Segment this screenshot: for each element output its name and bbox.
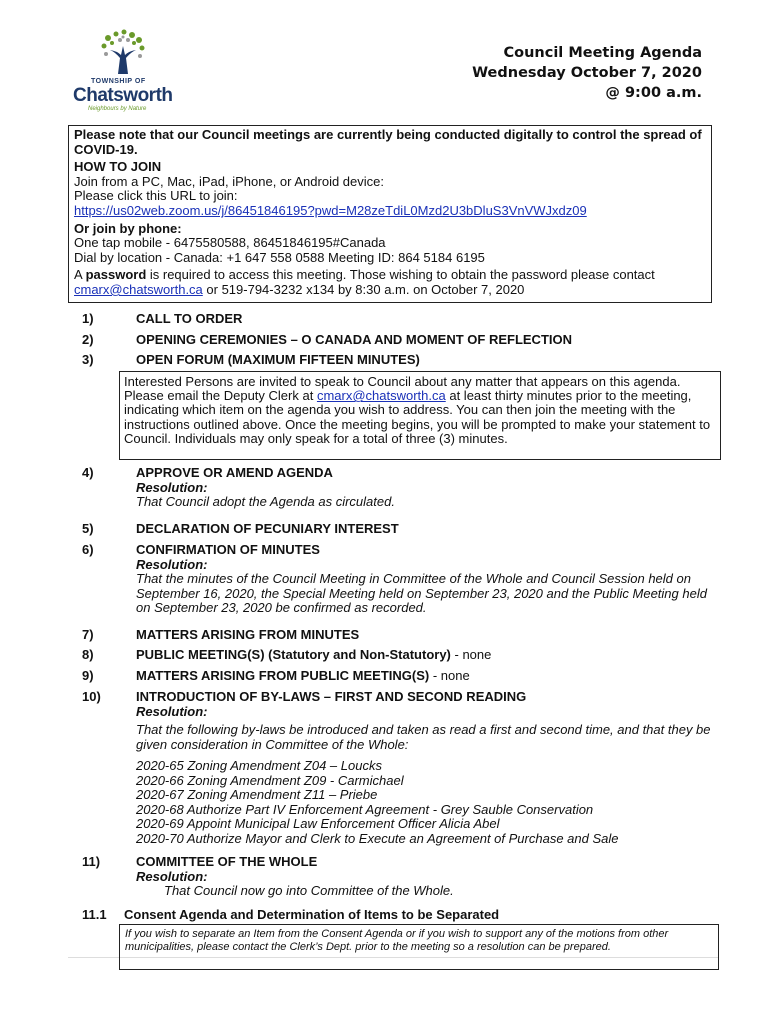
item-number: 1) — [82, 311, 94, 326]
agenda-item-1 — [82, 312, 722, 327]
item-number: 9) — [82, 668, 94, 683]
open-forum-text-b: at least thirty minutes prior to the meeting, indicating which item on the agenda you wish to address. You can then join the meeting with the instructions outlined above. Once the meeting begins, you will be prompted to make your statement to Council. Individuals may only speak for a total of three (3) minutes. — [124, 388, 711, 446]
resolution-text: That Council adopt the Agenda as circulated. — [136, 494, 395, 509]
logo-tagline: Neighbours by Nature — [88, 106, 147, 112]
agenda-header — [472, 43, 702, 103]
agenda-item-7 — [82, 628, 722, 643]
agenda-item-8 — [82, 648, 722, 663]
item-title: MATTERS ARISING FROM MINUTES — [136, 627, 360, 642]
how-to-join-heading: HOW TO JOIN — [74, 159, 162, 175]
item-title: OPENING CEREMONIES – O CANADA AND MOMENT OF REFLECTION — [136, 332, 572, 347]
item-suffix: - none — [450, 647, 492, 662]
item-title: Consent Agenda and Determination of Items to be Separated — [124, 907, 500, 922]
consent-agenda-box: If you wish to separate an Item from the Consent Agenda or if you wish to support any of the motions from other municipalities, please contact the Clerk’s Dept. prior to the meeting so a resolution can be prepared. — [119, 924, 719, 970]
bylaw-list — [136, 759, 722, 846]
item-title: INTRODUCTION OF BY-LAWS – FIRST AND SECOND READING — [136, 689, 527, 704]
phone-dial: Dial by location - Canada: +1 647 558 0588 Meeting ID: 864 5184 6195 — [74, 249, 485, 265]
bylaw-item: 2020-66 Zoning Amendment Z09 - Carmichael — [136, 772, 404, 788]
bylaw-item: 2020-69 Appoint Municipal Law Enforcement Officer Alicia Abel — [136, 816, 500, 831]
item-number: 8) — [82, 647, 94, 662]
item-number: 5) — [82, 521, 94, 536]
township-logo — [70, 28, 182, 112]
agenda-item-5 — [82, 522, 722, 537]
bylaw-item: 2020-70 Authorize Mayor and Clerk to Execute an Agreement of Purchase and Sale — [136, 830, 619, 846]
agenda-item-2 — [82, 333, 722, 348]
item-title: OPEN FORUM (MAXIMUM FIFTEEN MINUTES) — [136, 352, 420, 367]
item-suffix: - none — [429, 668, 470, 683]
logo-name: Chatsworth — [73, 85, 173, 106]
item-title: DECLARATION OF PECUNIARY INTEREST — [136, 521, 399, 536]
agenda-item-6 — [82, 543, 722, 616]
resolution-text: That the minutes of the Council Meeting in Committee of the Whole and Council Session held on September 16, 2020, the Special Meeting held on September 23, 2020 and the Public Meeting held on September 23, 2020 be confirmed as recorded. — [136, 571, 707, 615]
resolution-label: Resolution: — [136, 479, 208, 495]
agenda-item-3 — [82, 353, 722, 368]
resolution-label: Resolution: — [136, 556, 208, 572]
resolution-label: Resolution: — [136, 703, 208, 719]
password-note-b: is required to access this meeting. Those wishing to obtain the password please contact — [146, 267, 655, 283]
join-url-text: Please click this URL to join: — [74, 188, 238, 204]
resolution-label: Resolution: — [136, 868, 208, 884]
resolution-text: That the following by-laws be introduced and taken as read a first and second time, and that they be given consideration in Committee of the Whole: — [136, 722, 711, 752]
item-number: 3) — [82, 352, 94, 367]
notice-intro: Please note that our Council meetings are currently being conducted digitally to control the spread of COVID-19. — [74, 127, 702, 157]
item-number: 4) — [82, 465, 94, 480]
join-device-text: Join from a PC, Mac, iPad, iPhone, or Android device: — [74, 173, 384, 189]
item-number: 11.1 — [82, 907, 107, 922]
item-number: 6) — [82, 542, 94, 557]
zoom-link[interactable]: https://us02web.zoom.us/j/86451846195?pwd=M28zeTdiL0Mzd2U3bDluS3VnVWJxdz09 — [74, 202, 587, 218]
tree-icon — [96, 28, 150, 76]
resolution-text: That Council now go into Committee of the Whole. — [164, 883, 454, 898]
agenda-item-11 — [82, 855, 722, 899]
agenda-item-9 — [82, 669, 722, 684]
password-note-a: A — [74, 267, 86, 283]
agenda-title: Council Meeting Agenda — [503, 45, 702, 61]
agenda-item-4 — [82, 466, 722, 510]
item-title: COMMITTEE OF THE WHOLE — [136, 854, 318, 869]
item-number: 7) — [82, 627, 94, 642]
password-note — [74, 268, 706, 297]
item-number: 10) — [82, 689, 101, 704]
agenda-date: Wednesday October 7, 2020 — [472, 65, 702, 81]
item-title: APPROVE OR AMEND AGENDA — [136, 465, 333, 480]
phone-mobile: One tap mobile - 6475580588, 86451846195#Canada — [74, 235, 386, 251]
item-title: CONFIRMATION OF MINUTES — [136, 542, 320, 557]
password-note-c: or 519-794-3232 x134 by 8:30 a.m. on October 7, 2020 — [202, 281, 525, 297]
bylaw-item: 2020-67 Zoning Amendment Z11 – Priebe — [136, 787, 378, 802]
item-number: 2) — [82, 332, 94, 347]
contact-email-link[interactable]: cmarx@chatsworth.ca — [74, 281, 203, 297]
logo-township-text: TOWNSHIP OF — [91, 78, 146, 85]
agenda-time: @ 9:00 a.m. — [605, 85, 702, 101]
open-forum-box — [119, 371, 721, 460]
password-word: password — [85, 267, 147, 283]
item-title: MATTERS ARISING FROM PUBLIC MEETING(S) — [136, 668, 430, 683]
item-title: PUBLIC MEETING(S) (Statutory and Non-Statutory) — [136, 647, 451, 662]
agenda-item-10 — [82, 690, 722, 846]
item-title: CALL TO ORDER — [136, 311, 243, 326]
bylaw-item: 2020-65 Zoning Amendment Z04 – Loucks — [136, 758, 382, 773]
bylaw-item: 2020-68 Authorize Part IV Enforcement Agreement - Grey Sauble Conservation — [136, 801, 594, 817]
covid-notice-box — [68, 125, 712, 303]
phone-heading: Or join by phone: — [74, 220, 182, 236]
agenda-item-11-1 — [82, 908, 722, 923]
deputy-clerk-email-link[interactable]: cmarx@chatsworth.ca — [316, 388, 446, 404]
open-forum-text-a: Interested Persons are invited to speak to Council about any matter that appears on this agenda. Please email the Deputy Clerk at — [124, 374, 681, 404]
item-number: 11) — [82, 854, 101, 869]
